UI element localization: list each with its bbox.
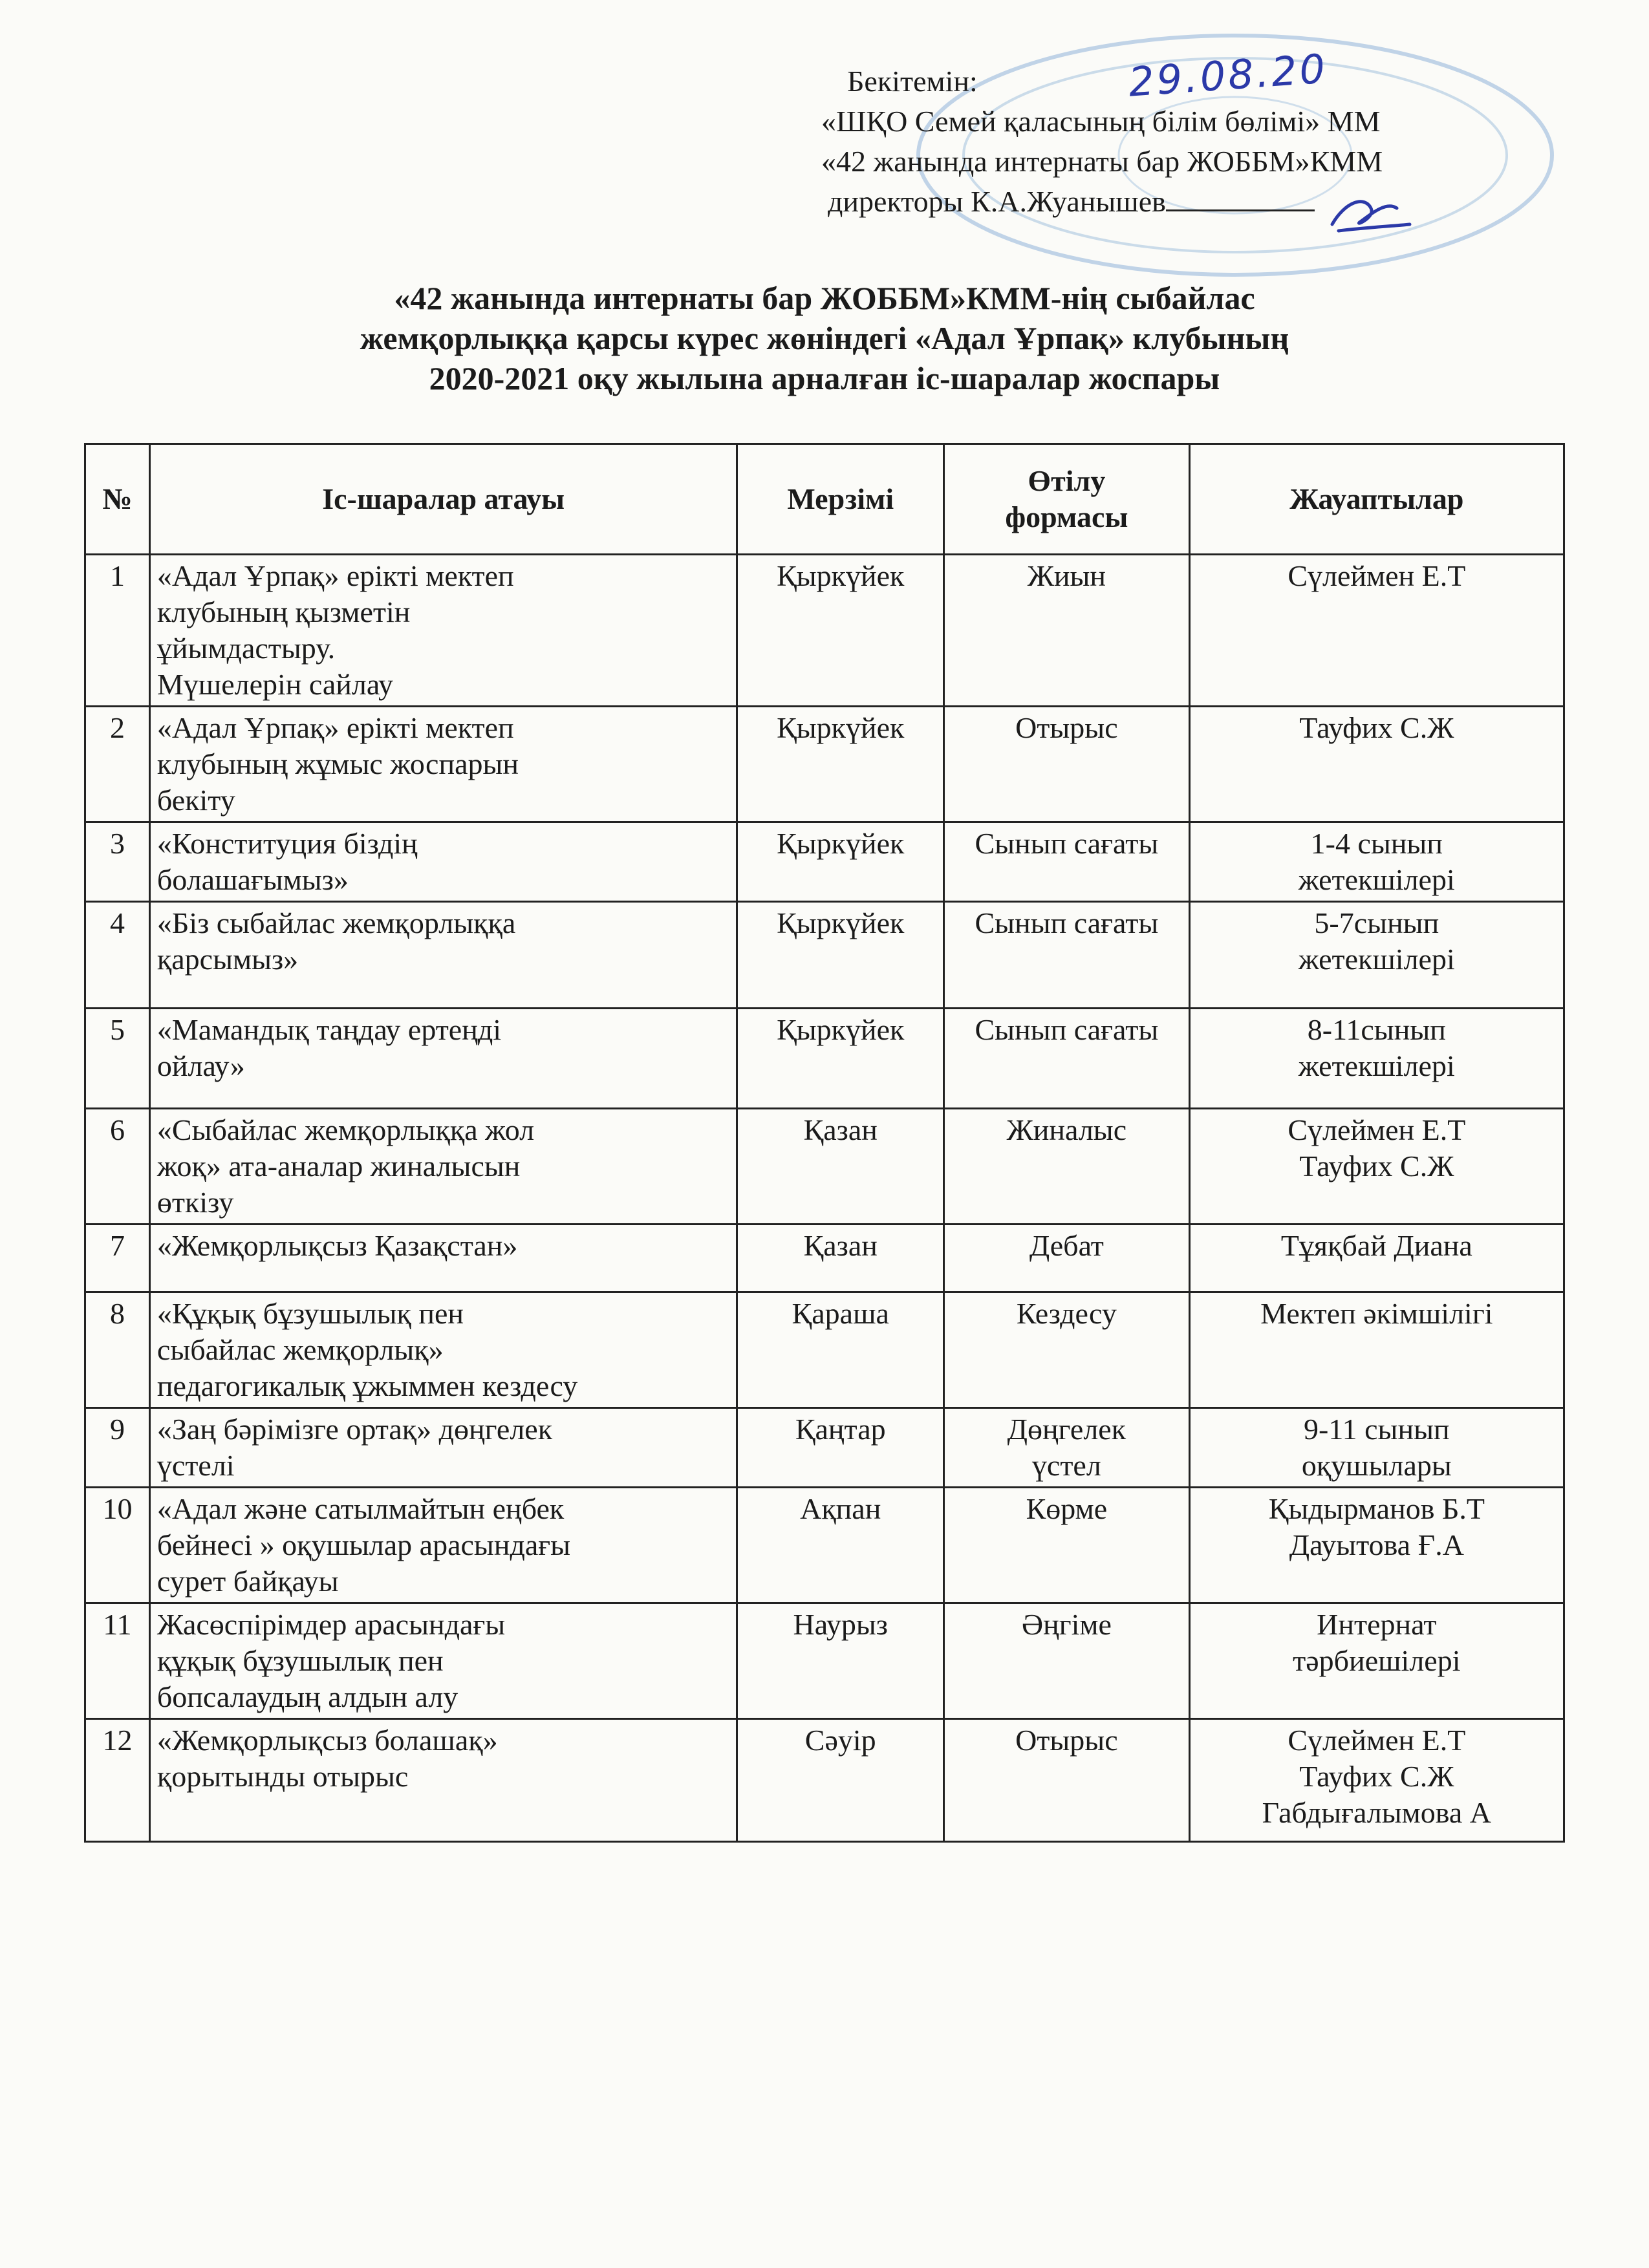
row-number: 8 [85,1292,150,1408]
row-date: Қыркүйек [737,822,944,902]
row-date: Ақпан [737,1488,944,1603]
row-date: Наурыз [737,1603,944,1719]
row-number: 11 [85,1603,150,1719]
row-date: Қазан [737,1109,944,1225]
row-responsible: Тұяқбай Диана [1189,1225,1564,1292]
header-number: № [85,444,150,555]
table-row [85,707,1564,822]
row-number: 3 [85,822,150,902]
row-responsible: Сүлеймен Е.Т Тауфих С.Ж Габдығалымова А [1189,1719,1564,1842]
title-line-3: 2020-2021 оқу жылына арналған іс-шаралар жоспары [429,360,1220,396]
row-date: Қазан [737,1225,944,1292]
approval-org-2: «42 жанында интернаты бар ЖОББМ»КММ [821,145,1383,178]
row-responsible: 8-11сынып жетекшілері [1189,1009,1564,1109]
row-event-name: «Адал Ұрпақ» ерікті мектеп клубының қызметін ұйымдастыру. Мүшелерін сайлау [149,555,737,707]
signature-line [1166,184,1315,211]
approval-block [821,61,1565,222]
header-event-name: Іс-шаралар атауы [149,444,737,555]
row-event-name: «Сыбайлас жемқорлыққа жол жоқ» ата-аналар жиналысын өткізу [149,1109,737,1225]
row-form: Жиналыс [944,1109,1190,1225]
approval-director: директоры К.А.Жуанышев [828,185,1166,218]
table-row [85,1719,1564,1842]
row-form: Кездесу [944,1292,1190,1408]
table-row [85,1603,1564,1719]
row-number: 12 [85,1719,150,1842]
row-number: 4 [85,902,150,1009]
document-title [0,278,1649,398]
row-form: Дебат [944,1225,1190,1292]
row-event-name: «Біз сыбайлас жемқорлыққа қарсымыз» [149,902,737,1009]
row-responsible: Тауфих С.Ж [1189,707,1564,822]
row-date: Сәуір [737,1719,944,1842]
row-event-name: «Конституция біздің болашағымыз» [149,822,737,902]
row-form: Сынып сағаты [944,1009,1190,1109]
row-event-name: «Заң бәрімізге ортақ» дөңгелек үстелі [149,1408,737,1488]
row-date: Қыркүйек [737,555,944,707]
table-row [85,1488,1564,1603]
row-responsible: Мектеп әкімшілігі [1189,1292,1564,1408]
row-form: Сынып сағаты [944,902,1190,1009]
row-responsible: 9-11 сынып оқушылары [1189,1408,1564,1488]
row-responsible: 5-7сынып жетекшілері [1189,902,1564,1009]
row-form: Отырыс [944,1719,1190,1842]
table-row [85,1109,1564,1225]
table-row [85,902,1564,1009]
row-date: Қыркүйек [737,707,944,822]
signature-icon [1326,189,1416,241]
row-responsible: Қыдырманов Б.Т Дауытова Ғ.А [1189,1488,1564,1603]
row-number: 2 [85,707,150,822]
approval-director-line [821,182,1565,222]
row-responsible: Сүлеймен Е.Т Тауфих С.Ж [1189,1109,1564,1225]
header-date: Мерзімі [737,444,944,555]
row-number: 6 [85,1109,150,1225]
title-line-1: «42 жанында интернаты бар ЖОББМ»КММ-нің сыбайлас [394,280,1255,316]
row-form: Дөңгелек үстел [944,1408,1190,1488]
row-event-name: «Адал және сатылмайтын еңбек бейнесі » оқушылар арасындағы сурет байқауы [149,1488,737,1603]
table-row [85,1009,1564,1109]
header-form: Өтілу формасы [944,444,1190,555]
row-date: Қыркүйек [737,902,944,1009]
row-form: Отырыс [944,707,1190,822]
handwritten-date: 29.08.20 [1126,45,1330,106]
row-form: Көрме [944,1488,1190,1603]
events-plan-table [84,443,1565,1843]
row-event-name: Жасөспірімдер арасындағы құқық бұзушылық пен бопсалаудың алдын алу [149,1603,737,1719]
row-responsible: 1-4 сынып жетекшілері [1189,822,1564,902]
row-date: Қаңтар [737,1408,944,1488]
approval-heading: Бекітемін: [847,65,978,98]
row-date: Қараша [737,1292,944,1408]
row-number: 9 [85,1408,150,1488]
table-row [85,1225,1564,1292]
row-event-name: «Құқық бұзушылық пен сыбайлас жемқорлық» педагогикалық ұжыммен кездесу [149,1292,737,1408]
row-number: 7 [85,1225,150,1292]
row-number: 1 [85,555,150,707]
row-responsible: Сүлеймен Е.Т [1189,555,1564,707]
table-row [85,822,1564,902]
table-header-row [85,444,1564,555]
header-responsible: Жауаптылар [1189,444,1564,555]
row-event-name: «Жемқорлықсыз Қазақстан» [149,1225,737,1292]
row-event-name: «Мамандық таңдау ертеңді ойлау» [149,1009,737,1109]
row-form: Әңгіме [944,1603,1190,1719]
title-line-2: жемқорлыққа қарсы күрес жөніндегі «Адал Ұрпақ» клубының [360,320,1289,356]
row-number: 10 [85,1488,150,1603]
table-row [85,1292,1564,1408]
approval-org-1: «ШҚО Семей қаласының білім бөлімі» ММ [821,105,1381,138]
table-row [85,1408,1564,1488]
row-form: Сынып сағаты [944,822,1190,902]
table-body [85,555,1564,1842]
row-event-name: «Адал Ұрпақ» ерікті мектеп клубының жұмыс жоспарын бекіту [149,707,737,822]
row-responsible: Интернат тәрбиешілері [1189,1603,1564,1719]
table-row [85,555,1564,707]
row-event-name: «Жемқорлықсыз болашақ» қорытынды отырыс [149,1719,737,1842]
row-number: 5 [85,1009,150,1109]
row-form: Жиын [944,555,1190,707]
row-date: Қыркүйек [737,1009,944,1109]
